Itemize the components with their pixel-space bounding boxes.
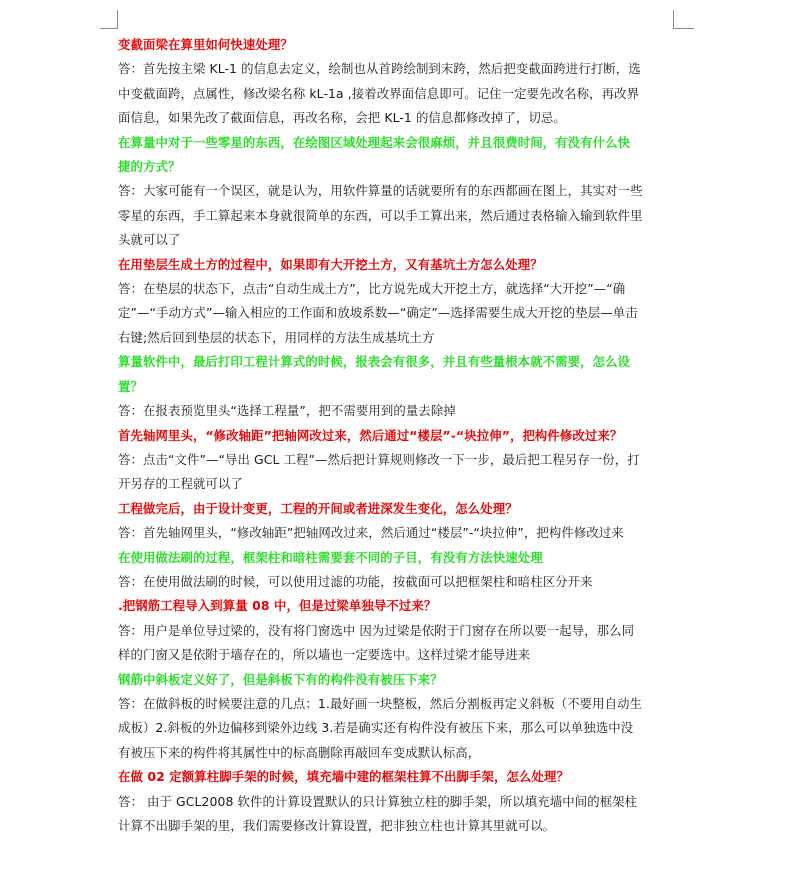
question-line: 捷的方式？ (118, 159, 181, 175)
question-line: 置？ (118, 378, 143, 394)
question-line: 在做 02 定额算柱脚手架的时候，填充墙中建的框架柱算不出脚手架，怎么处理？ (118, 769, 569, 785)
answer-line: 答：用户是单位导过梁的，没有将门窗选中 因为过梁是依附于门窗存在所以要一起导，那么同 (118, 622, 635, 638)
answer-line: 零星的东西，手工算起来本身就很简单的东西，可以手工算出来，然后通过表格输入输到软件里 (118, 207, 643, 223)
answer-line: 答：首先按主梁 KL-1 的信息去定义，绘制也从首跨绘制到末跨，然后把变截面跨进行打断，选 (118, 61, 641, 77)
answer-line: 样的门窗又是依附于墙存在的，所以墙也一定要选中。这样过梁才能导进来 (118, 647, 531, 663)
answer-line: 右键;然后回到垫层的状态下，用同样的方法生成基坑土方 (118, 329, 435, 345)
question-line: .把钢筋工程导入到算量 08 中，但是过梁单独导不过来？ (118, 598, 437, 614)
answer-line: 答：在报表预览里头“选择工程量”，把不需要用到的量去除掉 (118, 403, 456, 419)
answer-line: 有被压下来的构件将其属性中的标高删除再敲回车变成默认标高， (118, 744, 481, 760)
answer-line: 答：在垫层的状态下，点击“自动生成土方”，比方说先成大开挖土方，就选择“大开挖”—“确 (118, 281, 626, 297)
question-line: 钢筋中斜板定义好了，但是斜板下有的构件没有被压下来？ (118, 671, 443, 687)
question-line: 在使用做法刷的过程，框架柱和暗柱需要套不同的子目，有没有方法快速处理 (118, 549, 543, 565)
answer-line: 成板）2.斜板的外边偏移到梁外边线 3.若是确实还有构件没有被压下来，那么可以单独选中没 (118, 720, 634, 736)
question-line: 在算量中对于一些零星的东西，在绘图区域处理起来会很麻烦，并且很费时间，有没有什么快 (118, 134, 631, 150)
answer-line: 答： 由于 GCL2008 软件的计算设置默认的只计算独立柱的脚手架，所以填充墙中间的框架柱 (118, 793, 638, 809)
answer-line: 答：点击“文件”—“导出 GCL 工程”—然后把计算规则修改一下一步，最后把工程另存一份，打 (118, 451, 640, 467)
answer-line: 答：首先轴网里头，“修改轴距”把轴网改过来，然后通过“楼层”-“块拉伸”，把构件修改过来 (118, 525, 624, 541)
answer-line: 答：大家可能有一个误区，就是认为，用软件算量的话就要所有的东西都画在图上，其实对一些 (118, 183, 643, 199)
document-body (118, 33, 673, 838)
page-corner-mark-top-right (673, 10, 694, 29)
answer-line: 计算不出脚手架的里，我们需要修改计算设置，把非独立柱也计算其里就可以。 (118, 818, 556, 833)
page-corner-mark-top-left (100, 10, 118, 29)
question-line: 算量软件中，最后打印工程计算式的时候，报表会有很多，并且有些量根本就不需要，怎么设 (118, 354, 631, 370)
answer-line: 中变截面跨，点属性，修改梁名称 kL-1a ,接着改界面信息即可。记住一定要先改名称，再改界 (118, 85, 640, 101)
answer-line: 面信息，如果先改了截面信息，再改名称，会把 KL-1 的信息都修改掉了，切忌。 (118, 110, 566, 126)
answer-line: 开另存的工程就可以了 (118, 476, 243, 492)
answer-line: 答：在做斜板的时候要注意的几点：1.最好画一块整板，然后分割板再定义斜板（不要用自动生 (118, 695, 643, 711)
answer-line: 头就可以了 (118, 232, 181, 248)
question-line: 首先轴网里头，“修改轴距”把轴网改过来，然后通过“楼层”-“块拉伸”，把构件修改过来？ (118, 427, 623, 443)
question-line: 工程做完后，由于设计变更，工程的开间或者进深发生变化，怎么处理？ (118, 500, 518, 516)
question-line: 在用垫层生成土方的过程中，如果即有大开挖土方，又有基坑土方怎么处理？ (118, 256, 543, 272)
answer-line: 答：在使用做法刷的时候，可以使用过滤的功能，按截面可以把框架柱和暗柱区分开来 (118, 573, 593, 589)
answer-line: 定”—“手动方式”—输入相应的工作面和放坡系数—“确定”—选择需要生成大开挖的垫层—单击 (118, 305, 638, 321)
question-line: 变截面梁在算里如何快速处理？ (118, 37, 293, 52)
